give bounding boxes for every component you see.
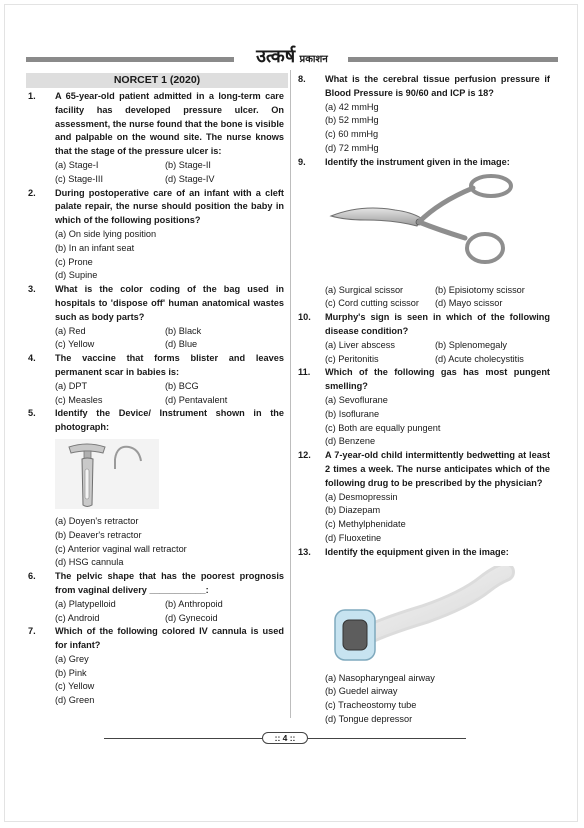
option-a: (a) Desmopressin <box>325 491 398 502</box>
option-b: (b) Diazepam <box>325 505 381 516</box>
options <box>325 339 550 367</box>
retractor-image <box>55 439 159 509</box>
option-b: (b) Black <box>165 325 202 336</box>
option-d: (d) 72 mmHg <box>325 142 379 153</box>
left-column <box>26 90 284 708</box>
options <box>55 653 284 708</box>
question-number: 10. <box>298 312 311 323</box>
question-5 <box>26 407 284 570</box>
option-d: (d) Green <box>55 695 95 706</box>
option-a: (a) Stage-I <box>55 159 99 170</box>
option-d: (d) Fluoxetine <box>325 532 382 543</box>
footer-line-left <box>104 738 262 739</box>
option-a: (a) Red <box>55 325 86 336</box>
option-b: (b) BCG <box>165 380 199 391</box>
option-c: (c) Android <box>55 612 100 623</box>
question-stem: Which of the following gas has most pungent smelling? <box>325 367 550 392</box>
page-header <box>26 48 558 70</box>
option-d: (d) Tongue depressor <box>325 713 413 724</box>
option-b: (b) 52 mmHg <box>325 115 379 126</box>
question-3 <box>26 283 284 352</box>
options <box>55 325 284 353</box>
option-c: (c) Stage-III <box>55 173 103 184</box>
option-c: (c) Methylphenidate <box>325 519 406 530</box>
option-a: (a) Grey <box>55 653 89 664</box>
question-stem: A 65-year-old patient admitted in a long-term care facility has developed pressure ulcer. On assessment, the nurse found that the bone is visible and palpable on the wound site. The nurse knows that the stage of the pressure ulcer is: <box>55 91 284 157</box>
option-d: (d) Mayo scissor <box>435 298 503 309</box>
option-b: (b) Stage-II <box>165 159 211 170</box>
right-column <box>296 73 550 727</box>
option-c: (c) Peritonitis <box>325 353 379 364</box>
question-number: 7. <box>28 626 36 637</box>
option-c: (c) Yellow <box>55 339 95 350</box>
question-stem: Murphy's sign is seen in which of the following disease condition? <box>325 312 550 336</box>
footer-line-right <box>308 738 466 739</box>
question-number: 1. <box>28 91 36 101</box>
header-bar-left <box>26 57 234 62</box>
option-d: (d) Supine <box>55 270 98 281</box>
question-number: 2. <box>28 187 36 198</box>
options <box>325 101 550 156</box>
option-d: (d) Blue <box>165 339 198 350</box>
question-stem: What is the color coding of the bag used in hospitals to 'dispose off' human anatomical wastes such as body parts? <box>55 284 284 322</box>
option-a: (a) On side lying position <box>55 228 157 239</box>
options <box>325 491 550 546</box>
question-11 <box>296 366 550 449</box>
question-4 <box>26 352 284 407</box>
brand-main: उत्कर्ष <box>256 46 296 67</box>
option-b: (b) Isoflurane <box>325 408 380 419</box>
question-9 <box>296 156 550 311</box>
question-stem: Which of the following colored IV cannula is used for infant? <box>55 626 284 651</box>
question-7 <box>26 625 284 708</box>
option-b: (b) Deaver's retractor <box>55 529 142 540</box>
question-number: 4. <box>28 353 36 364</box>
options <box>55 380 284 408</box>
question-stem: A 7-year-old child intermittently bedwetting at least 2 times a week. The nurse anticipates which of the following drug to be prescribed by the physician? <box>325 450 550 488</box>
question-stem: During postoperative care of an infant with a cleft palate repair, the nurse should position the baby in which of the following positions? <box>55 187 284 226</box>
option-c: (c) Tracheostomy tube <box>325 700 417 711</box>
option-b: (b) Anthropoid <box>165 598 223 609</box>
options <box>325 672 550 727</box>
options <box>325 394 550 449</box>
question-number: 12. <box>298 450 311 461</box>
option-c: (c) Cord cutting scissor <box>325 298 419 309</box>
question-stem: The vaccine that forms blister and leaves permanent scar in babies is: <box>55 353 284 377</box>
option-b: (b) Episiotomy scissor <box>435 284 525 295</box>
options <box>55 515 284 570</box>
question-stem: Identify the instrument given in the image: <box>325 156 510 167</box>
option-a: (a) Doyen's retractor <box>55 515 139 526</box>
option-d: (d) Gynecoid <box>165 612 218 623</box>
option-c: (c) Both are equally pungent <box>325 422 441 433</box>
options <box>325 284 550 312</box>
option-a: (a) DPT <box>55 380 88 391</box>
option-d: (d) HSG cannula <box>55 557 124 568</box>
options <box>55 228 284 283</box>
scissor-image <box>325 174 545 280</box>
question-2 <box>26 187 284 284</box>
question-10 <box>296 311 550 366</box>
option-a: (a) Nasopharyngeal airway <box>325 672 435 683</box>
option-a: (a) 42 mmHg <box>325 101 379 112</box>
question-stem: Identify the Device/ Instrument shown in the photograph: <box>55 408 284 433</box>
section-title: NORCET 1 (2020) <box>26 73 288 88</box>
question-number: 3. <box>28 284 36 295</box>
option-a: (a) Sevoflurane <box>325 394 388 405</box>
option-b: (b) In an infant seat <box>55 242 135 253</box>
option-b: (b) Splenomegaly <box>435 339 508 350</box>
option-a: (a) Liver abscess <box>325 339 395 350</box>
question-number: 5. <box>28 408 36 419</box>
option-b: (b) Guedel airway <box>325 686 398 697</box>
question-number: 13. <box>298 546 311 557</box>
question-number: 8. <box>298 74 306 84</box>
question-stem: What is the cerebral tissue perfusion pressure if Blood Pressure is 90/60 and ICP is 18? <box>325 74 550 98</box>
question-1 <box>26 90 284 187</box>
option-d: (d) Stage-IV <box>165 173 215 184</box>
option-d: (d) Acute cholecystitis <box>435 353 524 364</box>
question-number: 11. <box>298 367 311 378</box>
option-d: (d) Benzene <box>325 436 376 447</box>
option-c: (c) Anterior vaginal wall retractor <box>55 543 187 554</box>
brand-sub: प्रकाशन <box>299 54 328 65</box>
options <box>55 159 284 187</box>
brand-logo <box>236 44 348 68</box>
question-6 <box>26 570 284 625</box>
options <box>55 598 284 626</box>
page-number: :: 4 :: <box>262 732 308 744</box>
airway-image <box>325 566 521 662</box>
option-c: (c) 60 mmHg <box>325 129 379 140</box>
option-c: (c) Prone <box>55 256 93 267</box>
option-d: (d) Pentavalent <box>165 394 228 405</box>
page-footer <box>104 732 466 744</box>
question-12 <box>296 449 550 546</box>
question-8 <box>296 73 550 156</box>
option-c: (c) Measles <box>55 394 103 405</box>
header-bar-right <box>348 57 558 62</box>
question-stem: Identify the equipment given in the image: <box>325 546 509 557</box>
question-stem: The pelvic shape that has the poorest prognosis from vaginal delivery ___________: <box>55 571 284 595</box>
column-divider <box>290 70 291 718</box>
option-a: (a) Surgical scissor <box>325 284 404 295</box>
option-b: (b) Pink <box>55 667 87 678</box>
question-number: 9. <box>298 156 306 167</box>
option-a: (a) Platypelloid <box>55 598 116 609</box>
question-number: 6. <box>28 571 36 582</box>
option-c: (c) Yellow <box>55 681 95 692</box>
question-13 <box>296 546 550 727</box>
